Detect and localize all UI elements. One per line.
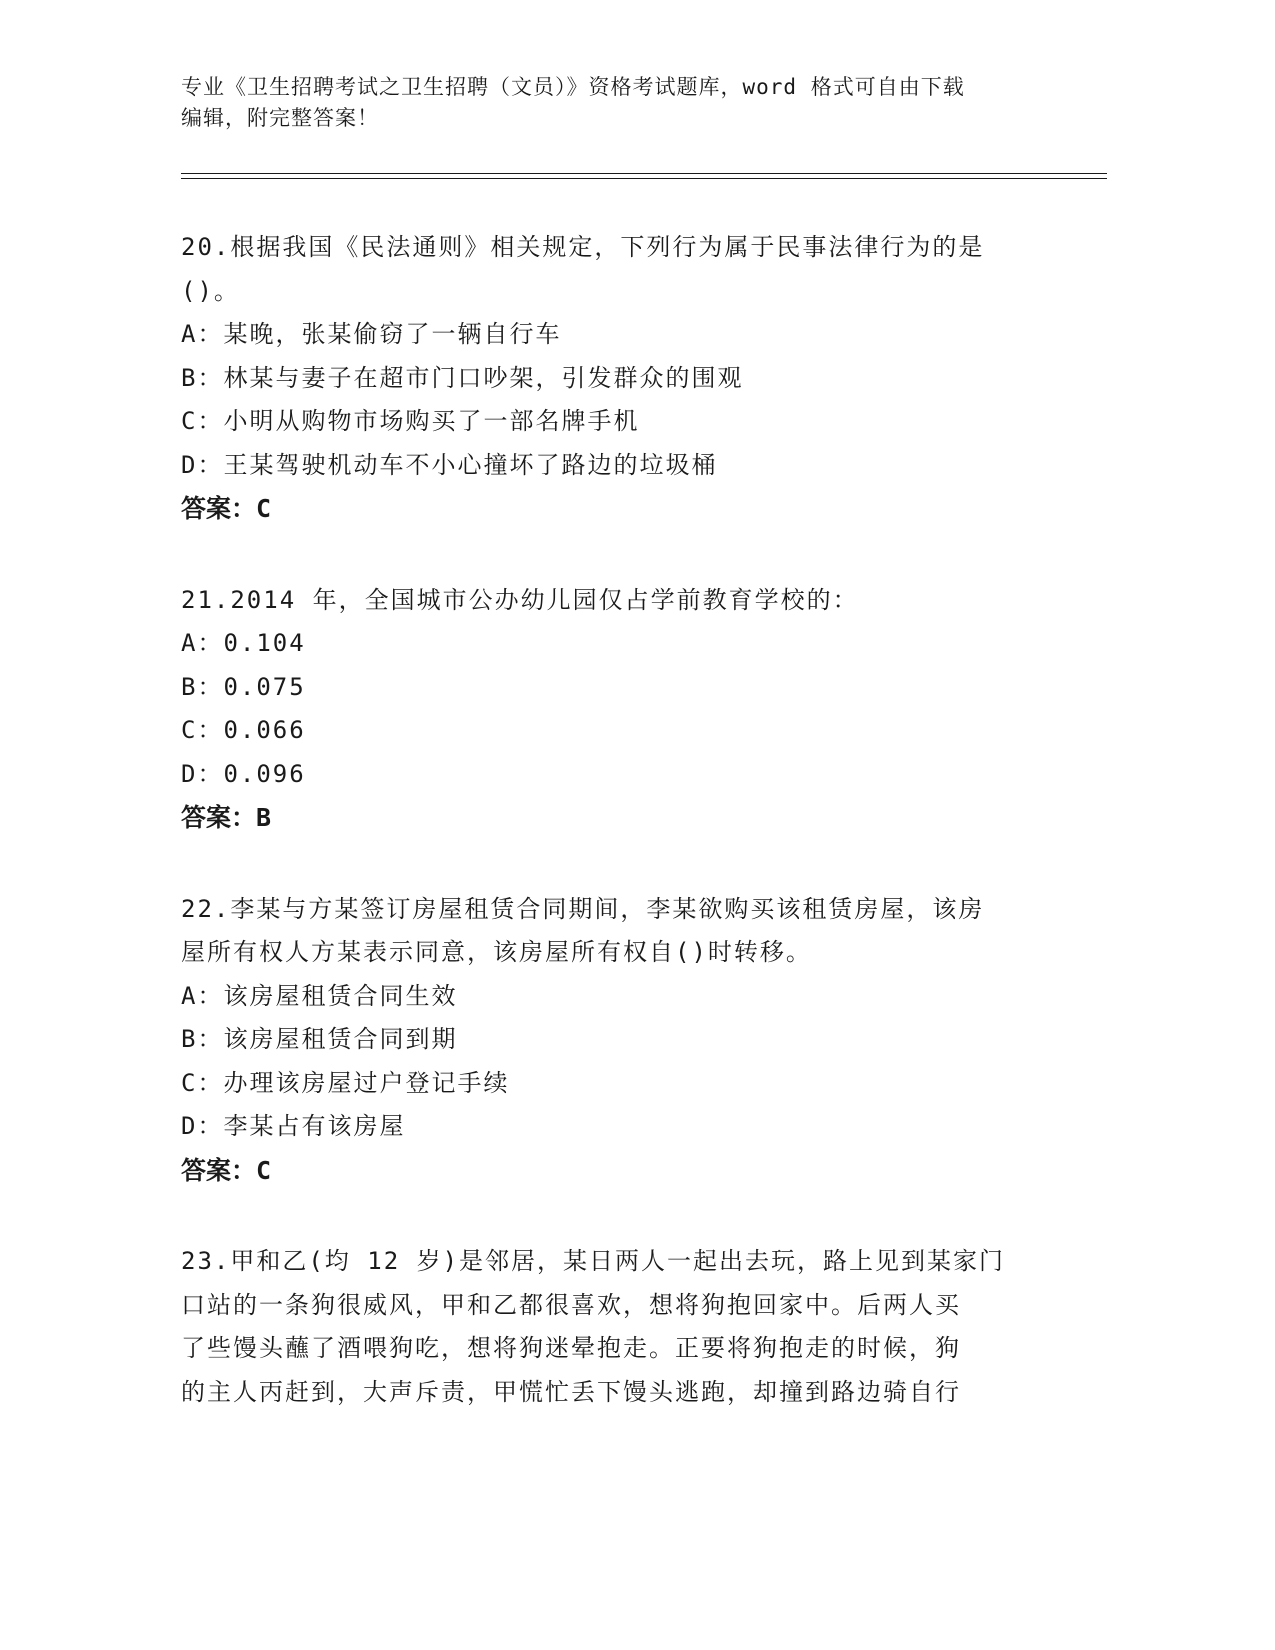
question-text: 口站的一条狗很威风，甲和乙都很喜欢，想将狗抱回家中。后两人买 [181, 1290, 961, 1319]
header-line: 编辑，附完整答案！ [181, 106, 379, 130]
option-c: C：小明从购物市场购买了一部名牌手机 [181, 407, 640, 435]
option-c: C：0.066 [181, 716, 306, 744]
question-text: 22.李某与方某签订房屋租赁合同期间，李某欲购买该租赁房屋，该房 [181, 894, 985, 923]
option-b: B：0.075 [181, 672, 306, 701]
question-text: 了些馒头蘸了酒喂狗吃，想将狗迷晕抱走。正要将狗抱走的时候，狗 [181, 1334, 961, 1362]
question-22 [181, 888, 1061, 1193]
question-text: 的主人丙赶到，大声斥责，甲慌忙丢下馒头逃跑，却撞到路边骑自行 [181, 1377, 961, 1406]
question-text: 屋所有权人方某表示同意，该房屋所有权自()时转移。 [181, 938, 812, 966]
option-d: D：王某驾驶机动车不小心撞坏了路边的垃圾桶 [181, 450, 718, 479]
question-text: 23.甲和乙(均 12 岁)是邻居，某日两人一起出去玩，路上见到某家门 [181, 1247, 1006, 1275]
question-text: 21.2014 年，全国城市公办幼儿园仅占学前教育学校的： [181, 585, 859, 614]
option-d: D：李某占有该房屋 [181, 1112, 406, 1140]
question-list [181, 226, 1061, 1462]
option-a: A：某晚，张某偷窃了一辆自行车 [181, 320, 562, 348]
option-a: A：该房屋租赁合同生效 [181, 981, 458, 1010]
option-d: D：0.096 [181, 759, 306, 788]
header-line: 专业《卫生招聘考试之卫生招聘（文员）》资格考试题库，word 格式可自由下载 [181, 75, 965, 99]
option-b: B：该房屋租赁合同到期 [181, 1025, 458, 1053]
answer-label: 答案：B [181, 803, 272, 832]
option-b: B：林某与妻子在超市门口吵架，引发群众的围观 [181, 363, 744, 392]
answer-label: 答案：C [181, 1155, 272, 1185]
header-divider-bottom [181, 178, 1107, 179]
question-text: ()。 [181, 276, 240, 305]
question-21 [181, 579, 1061, 840]
header-divider-top [181, 173, 1107, 174]
question-text: 20.根据我国《民法通则》相关规定，下列行为属于民事法律行为的是 [181, 233, 985, 261]
question-23 [181, 1240, 1061, 1414]
option-c: C：办理该房屋过户登记手续 [181, 1068, 510, 1097]
document-header [181, 72, 1061, 134]
answer-label: 答案：C [181, 494, 272, 523]
question-20 [181, 226, 1061, 531]
option-a: A：0.104 [181, 629, 306, 657]
